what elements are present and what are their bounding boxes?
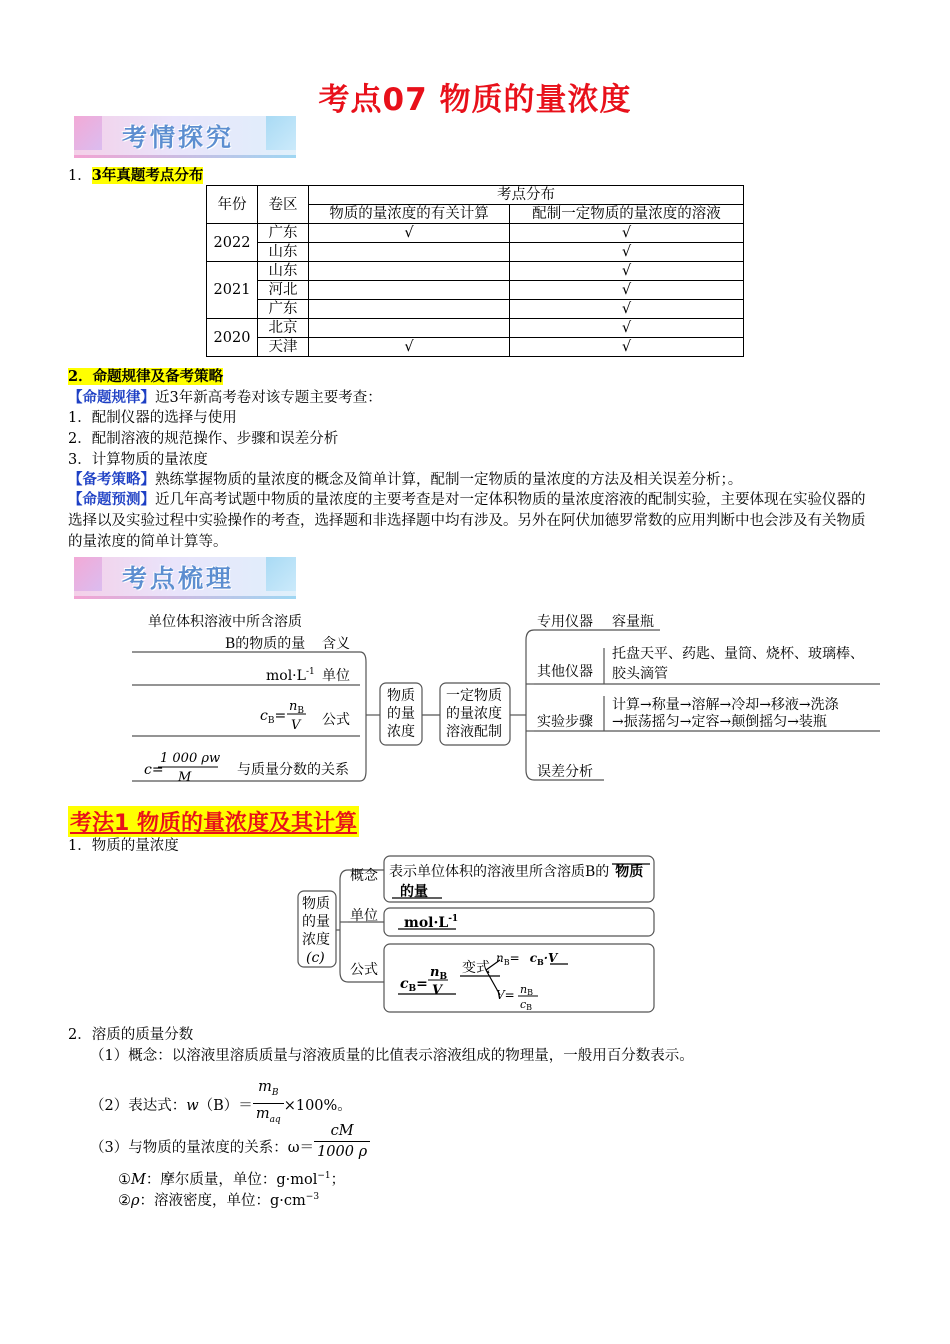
check-cell: √ (510, 262, 744, 281)
note-marker: ① (118, 1171, 131, 1188)
relation-prefix: （3）与物质的量浓度的关系：ω＝ (90, 1140, 315, 1156)
section-number: 2． (68, 368, 93, 385)
check-cell (309, 281, 510, 300)
banner-title: 考情探究 (122, 123, 235, 152)
year-cell: 2022 (207, 224, 258, 262)
relation-line (90, 1118, 370, 1162)
section-heading-strategy (68, 367, 223, 387)
diagram-center-line: 物质 (302, 896, 330, 912)
diagram-branch-label: 公式 (350, 962, 378, 978)
check-cell (309, 262, 510, 281)
year-cell: 2021 (207, 262, 258, 319)
rule-tag: 【命题规律】 (68, 389, 155, 406)
map-center1-line: 的量 (387, 706, 415, 722)
section-banner-exam-analysis (74, 116, 296, 158)
rule-item: 2．配制溶液的规范操作、步骤和误差分析 (68, 431, 339, 447)
map-formula-v: V (291, 718, 301, 733)
banner-underline (74, 596, 296, 599)
banner-decor-right (266, 557, 296, 591)
predict-paragraph (68, 489, 878, 553)
map-right-value: 胶头滴管 (612, 666, 668, 682)
rule-text: 近3年新高考卷对该专题主要考查： (155, 390, 382, 406)
header-col1: 物质的量浓度的有关计算 (309, 205, 510, 224)
diagram-center-line: (c) (306, 950, 325, 966)
check-cell (309, 300, 510, 319)
note-symbol: M (131, 1171, 146, 1188)
predict-text: 近几年高考试题中物质的量浓度的主要考查是对一定体积物质的量浓度溶液的配制实验，主要体现在实验仪器的选择以及实验过程中实验操作的考查，选择题和非选择题中均有涉及。另外在阿伏加德罗常数的应用判断中也会涉及有关物质的量浓度的简单计算等。 (68, 492, 866, 550)
region-cell: 广东 (258, 300, 309, 319)
map-definition-2: B的物质的量 (225, 636, 306, 652)
check-cell: √ (510, 281, 744, 300)
variant-2-den: cB (520, 998, 533, 1012)
section-heading-distribution (68, 166, 203, 186)
check-cell: √ (510, 319, 744, 338)
note-sup: −1 (317, 1171, 331, 1181)
paragraph-heading: 1．物质的量浓度 (68, 838, 179, 854)
expression-suffix: ×100%。 (283, 1098, 352, 1114)
table-row (207, 300, 744, 319)
header-region: 卷区 (258, 186, 309, 224)
table-row (207, 243, 744, 262)
concept-box-text: 表示单位体积的溶液里所含溶质B的 物质 (389, 864, 644, 880)
variant-2: V= (496, 988, 515, 1002)
map-right-value: →振荡摇匀→定容→颠倒摇匀→装瓶 (612, 714, 827, 730)
map-center2-line: 溶液配制 (446, 724, 502, 740)
check-cell (309, 319, 510, 338)
method-heading: 考法1 物质的量浓度及其计算 (68, 806, 359, 837)
variant-label: 变式 (462, 960, 490, 976)
note-end: ； (330, 1171, 346, 1188)
expression-w: w (186, 1098, 199, 1114)
map-right-value: 计算→称量→溶解→冷却→移液→洗涤 (612, 697, 839, 713)
map-formula-n: $n_B$ (289, 699, 304, 716)
table-row (207, 262, 744, 281)
fraction-num-sub: B (271, 1088, 279, 1098)
formula-box-n: $n_B$ (430, 965, 448, 982)
diagram-branch-label: 概念 (350, 868, 378, 884)
map-relation-c: c= (144, 762, 164, 778)
header-distribution: 考点分布 (309, 186, 744, 205)
header-col2: 配制一定物质的量浓度的溶液 (510, 205, 744, 224)
banner-title: 考点梳理 (122, 564, 235, 593)
note-marker: ② (118, 1192, 131, 1209)
expression-prefix: （2）表达式： (90, 1098, 187, 1114)
table-row (207, 319, 744, 338)
paragraph-heading: 2．溶质的质量分数 (68, 1027, 194, 1043)
predict-tag: 【命题预测】 (68, 491, 155, 508)
check-cell: √ (510, 300, 744, 319)
map-center2-line: 一定物质 (446, 688, 502, 704)
relation-den: 1000 ρ (317, 1144, 368, 1160)
region-cell: 山东 (258, 262, 309, 281)
diagram-center-line: 浓度 (302, 932, 330, 948)
region-cell: 广东 (258, 224, 309, 243)
region-cell: 北京 (258, 319, 309, 338)
concept-box-text-2: 的量 (400, 884, 428, 900)
strategy-text: 熟练掌握物质的量浓度的概念及简单计算，配制一定物质的量浓度的方法及相关误差分析；。 (155, 472, 743, 488)
note-text: ：摩尔质量，单位：g·mol (145, 1171, 318, 1188)
rule-item: 3．计算物质的量浓度 (68, 452, 208, 468)
map-right-label: 其他仪器 (537, 664, 593, 680)
variant-1: $n_B= c_B\cdot V$ (496, 951, 558, 967)
header-year: 年份 (207, 186, 258, 224)
banner-decor-left (74, 116, 102, 150)
map-center1-line: 浓度 (387, 724, 415, 740)
check-cell: √ (309, 338, 510, 357)
map-label-meaning: 含义 (322, 636, 350, 652)
check-cell: √ (510, 243, 744, 262)
region-cell: 山东 (258, 243, 309, 262)
map-right-label: 实验步骤 (537, 714, 593, 730)
fraction-num: m (258, 1079, 272, 1096)
rule-paragraph (68, 387, 878, 409)
section-label: 3年真题考点分布 (91, 167, 204, 184)
banner-decor-left (74, 557, 102, 591)
map-unit-value: $mol\cdot L^{-1}$ (266, 667, 315, 684)
map-right-label: 专用仪器 (537, 614, 593, 630)
map-definition-1: 单位体积溶液中所含溶质 (148, 614, 302, 630)
map-right-value: 托盘天平、药匙、量筒、烧杯、玻璃棒、 (612, 646, 864, 662)
map-relation-num: 1 000 ρw (160, 751, 221, 766)
map-center2-line: 的量浓度 (446, 706, 502, 722)
check-cell: √ (309, 224, 510, 243)
note-symbol: ρ (131, 1192, 140, 1209)
concept-diagram-molarity (0, 850, 950, 1020)
section-label: 命题规律及备考策略 (92, 368, 224, 385)
table-row (207, 281, 744, 300)
map-right-value: 容量瓶 (612, 614, 654, 630)
map-label-unit: 单位 (322, 668, 350, 684)
map-label-formula: 公式 (322, 712, 350, 728)
unit-box-text: $mol\cdot L^{-1}$ (404, 914, 459, 931)
fraction-den-sub: aq (269, 1114, 281, 1125)
variant-2-num: nB (520, 983, 533, 997)
expression-eq: （B）＝ (198, 1098, 253, 1114)
paragraph-text: （1）概念：以溶液里溶质质量与溶液质量的比值表示溶液组成的物理量，一般用百分数表示。 (90, 1048, 694, 1064)
banner-underline (74, 155, 296, 158)
check-cell (309, 243, 510, 262)
check-cell: √ (510, 224, 744, 243)
region-cell: 天津 (258, 338, 309, 357)
map-formula-c: $c_B=$ (260, 708, 287, 726)
distribution-table (206, 185, 744, 357)
strategy-paragraph (68, 469, 878, 491)
banner-decor-right (266, 116, 296, 150)
note-sup: −3 (305, 1192, 320, 1202)
table-row (207, 338, 744, 357)
map-relation-label: 与质量分数的关系 (237, 762, 349, 778)
formula-box-c: $c_B=$ (400, 976, 428, 994)
diagram-branch-label: 单位 (350, 908, 378, 924)
table-row (207, 224, 744, 243)
section-number: 1． (68, 168, 92, 184)
formula-box-v: V (432, 983, 443, 998)
map-relation-den: M (178, 770, 192, 785)
relation-fraction (314, 1121, 370, 1162)
diagram-center-line: 的量 (302, 914, 330, 930)
map-right-label: 误差分析 (537, 764, 593, 780)
region-cell: 河北 (258, 281, 309, 300)
fraction-den: m (255, 1106, 270, 1122)
map-center1-line: 物质 (387, 688, 415, 704)
rule-item: 1．配制仪器的选择与使用 (68, 410, 237, 426)
relation-num: cM (314, 1121, 370, 1142)
note-density (118, 1187, 319, 1211)
section-banner-knowledge-map (74, 557, 296, 599)
check-cell: √ (510, 338, 744, 357)
year-cell: 2020 (207, 319, 258, 357)
concept-map-diagram (0, 600, 950, 790)
strategy-tag: 【备考策略】 (68, 471, 155, 488)
page-title: 考点07 物质的量浓度 (318, 82, 632, 118)
note-text: ：溶液密度，单位：g·cm (139, 1192, 306, 1209)
